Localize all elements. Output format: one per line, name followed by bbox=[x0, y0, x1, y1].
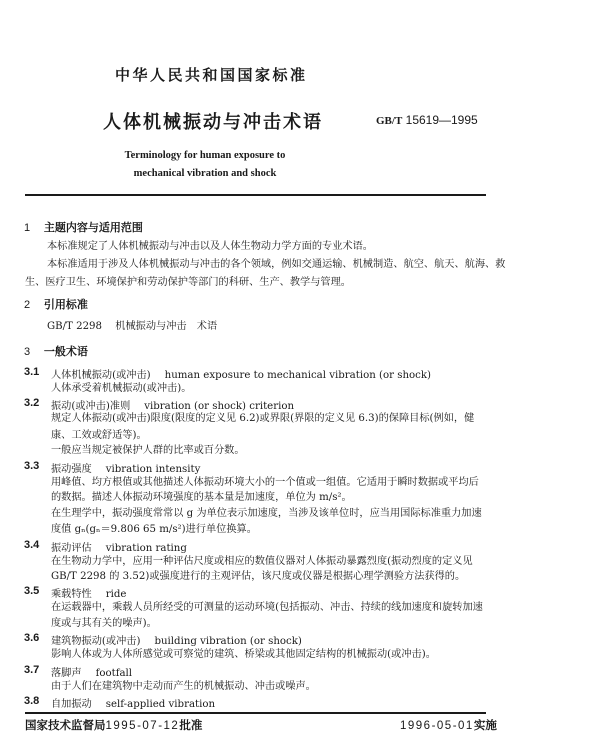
term-heading bbox=[51, 539, 187, 554]
section-title: 主题内容与适用范围 bbox=[43, 221, 143, 234]
effective-date: 1996-05-01 bbox=[400, 720, 474, 732]
normative-reference bbox=[47, 320, 217, 334]
term-body-line: 的数据。描述人体振动环境强度的基本量是加速度，单位为 m/s²。 bbox=[51, 492, 352, 503]
term-heading bbox=[51, 397, 294, 412]
term-body-line: 康、工效或舒适等)。 bbox=[51, 430, 147, 441]
term-en: human exposure to mechanical vibration (or shock) bbox=[164, 370, 431, 381]
standard-code bbox=[376, 113, 478, 127]
term-number: 3.7 bbox=[24, 664, 40, 676]
term-body-line: 度或与其有关的噪声)。 bbox=[51, 618, 157, 629]
approval-info bbox=[25, 717, 202, 733]
term-number: 3.8 bbox=[24, 695, 40, 707]
term-zh: 振动(或冲击)准则 bbox=[51, 401, 131, 412]
effective-info bbox=[400, 717, 497, 733]
term-body-line: 规定人体振动(或冲击)限度(限度的定义见 6.2)或界限(界限的定义见 6.3)的保障目标(例如，健 bbox=[51, 413, 475, 424]
term-zh: 人体机械振动(或冲击) bbox=[51, 370, 151, 381]
term-number: 3.2 bbox=[24, 397, 40, 409]
term-heading bbox=[51, 460, 200, 475]
section-3-heading bbox=[24, 343, 88, 359]
term-body-line: GB/T 2298 的 3.52)或强度进行的主观评估，该尺度或仪器是根据心理学测验方法获得的。 bbox=[51, 571, 466, 582]
term-zh: 自加振动 bbox=[51, 699, 92, 710]
term-number: 3.6 bbox=[24, 632, 40, 644]
term-en: vibration (or shock) criterion bbox=[144, 401, 295, 412]
term-body-line: 在生理学中，振动强度常常以 g 为单位表示加速度，当涉及该单位时，应当用国际标准重力加速 bbox=[51, 508, 482, 519]
national-standard-heading: 中华人民共和国国家标准 bbox=[115, 66, 308, 84]
term-en: vibration intensity bbox=[105, 464, 201, 475]
approval-date: 1995-07-12 bbox=[105, 720, 180, 732]
document-title: 人体机械振动与冲击术语 bbox=[103, 112, 323, 133]
term-body-line: 在生物动力学中，应用一种评估尺度或相应的数值仪器对人体振动暴露烈度(振动烈度的定义见 bbox=[51, 556, 473, 567]
term-zh: 落脚声 bbox=[51, 668, 82, 679]
reference-code: GB/T 2298 bbox=[47, 321, 103, 332]
header-divider bbox=[25, 194, 486, 196]
term-number: 3.1 bbox=[24, 366, 40, 378]
section-title: 一般术语 bbox=[43, 345, 88, 358]
term-zh: 振动强度 bbox=[51, 464, 92, 475]
english-title-line-2: mechanical vibration and shock bbox=[133, 168, 277, 179]
term-body-line: 用峰值、均方根值或其他描述人体振动环境大小的一个值或一组值。它适用于瞬时数据或平均后 bbox=[51, 477, 479, 488]
term-body-line: 一般应当规定被保护人群的比率或百分数。 bbox=[51, 445, 245, 456]
section-2-heading bbox=[24, 296, 88, 312]
section-1-paragraph-2-line-1: 本标准适用于涉及人体机械振动与冲击的各个领域，例如交通运输、机械制造、航空、航天、航海、救 bbox=[47, 259, 506, 270]
term-body-line: 影响人体或为人体所感觉或可察觉的建筑、桥梁或其他固定结构的机械振动(或冲击)。 bbox=[51, 649, 436, 660]
term-body-line: 度值 gₙ(gₙ＝9.806 65 m/s²)进行单位换算。 bbox=[51, 524, 257, 535]
term-en: footfall bbox=[95, 668, 133, 679]
term-number: 3.5 bbox=[24, 585, 40, 597]
standard-code-prefix: GB/T bbox=[376, 115, 403, 127]
term-en: self-applied vibration bbox=[105, 699, 216, 710]
term-en: vibration rating bbox=[105, 543, 187, 554]
term-number: 3.3 bbox=[24, 460, 40, 472]
standard-code-number: 15619—1995 bbox=[405, 113, 478, 127]
term-en: ride bbox=[105, 589, 127, 600]
term-body-line: 在运载器中，乘载人员所经受的可测量的运动环境(包括振动、冲击、持续的线加速度和旋转加速 bbox=[51, 602, 483, 613]
effective-label: 实施 bbox=[473, 718, 497, 732]
term-heading bbox=[51, 664, 132, 679]
term-body-line: 由于人们在建筑物中走动而产生的机械振动、冲击或噪声。 bbox=[51, 681, 316, 692]
section-title: 引用标准 bbox=[43, 298, 88, 311]
term-zh: 振动评估 bbox=[51, 543, 92, 554]
term-heading bbox=[51, 632, 302, 647]
term-number: 3.4 bbox=[24, 539, 40, 551]
approval-org: 国家技术监督局 bbox=[25, 718, 106, 732]
term-heading bbox=[51, 366, 431, 381]
section-1-paragraph-2-line-2: 生、医疗卫生、环境保护和劳动保护等部门的科研、生产、教学与管理。 bbox=[25, 277, 351, 288]
approval-label: 批准 bbox=[179, 718, 203, 732]
term-heading bbox=[51, 585, 126, 600]
section-1-paragraph-1: 本标准规定了人体机械振动与冲击以及人体生物动力学方面的专业术语。 bbox=[47, 241, 373, 252]
term-en: building vibration (or shock) bbox=[154, 636, 302, 647]
term-zh: 建筑物振动(或冲击) bbox=[51, 636, 141, 647]
term-zh: 乘载特性 bbox=[51, 589, 92, 600]
section-number: 3 bbox=[24, 346, 31, 358]
section-number: 2 bbox=[24, 299, 31, 311]
term-heading bbox=[51, 695, 215, 710]
english-title-line-1: Terminology for human exposure to bbox=[124, 150, 286, 161]
section-1-heading bbox=[24, 219, 143, 235]
section-number: 1 bbox=[24, 222, 31, 234]
term-body-line: 人体承受着机械振动(或冲击)。 bbox=[51, 383, 192, 394]
reference-title: 机械振动与冲击 术语 bbox=[115, 321, 218, 332]
footer-divider bbox=[25, 712, 486, 714]
